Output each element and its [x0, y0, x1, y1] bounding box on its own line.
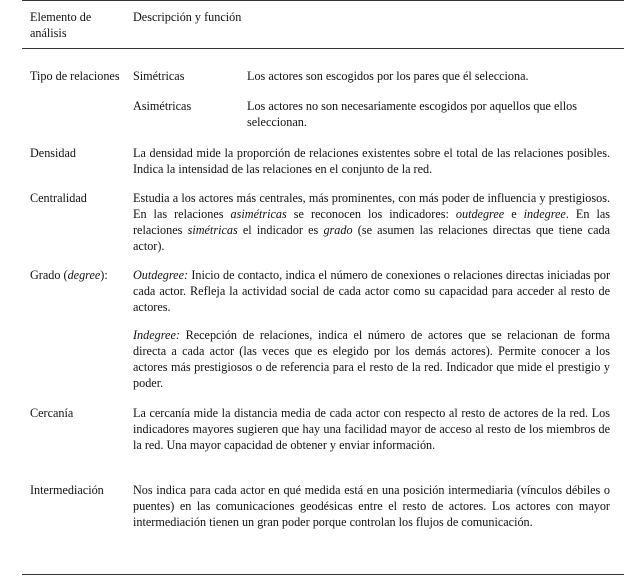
row-intermediacion-label: Intermediación	[30, 483, 104, 497]
row-densidad-label: Densidad	[30, 146, 77, 160]
bottom-rule	[22, 574, 624, 575]
centralidad-text-4: . En las relaciones	[133, 207, 610, 237]
centralidad-term-grado: grado	[323, 223, 353, 237]
grado-label-degree: degree	[67, 268, 101, 282]
row-grado-outdegree	[133, 267, 610, 315]
grado-label-a: Grado (	[30, 268, 68, 282]
row-centralidad-desc	[133, 190, 610, 254]
row-tipo-asimetricas-desc: Los actores no son necesariamente escogidos por aquellos que ellos seleccionan.	[247, 99, 577, 129]
outdegree-term: Outdegree:	[133, 268, 189, 282]
header-rule	[22, 48, 624, 49]
centralidad-text-2: se reconocen los indicadores:	[286, 207, 456, 221]
indegree-term: Indegree:	[133, 328, 180, 342]
header-col-element: Elemento de análisis	[30, 10, 92, 40]
row-cercania-label: Cercanía	[30, 406, 74, 420]
header-col-description: Descripción y función	[133, 10, 242, 24]
grado-label-b: ):	[100, 268, 108, 282]
row-grado-indegree	[133, 327, 610, 391]
row-tipo-simetricas-label: Simétricas	[133, 69, 185, 83]
centralidad-text-5: el indicador es	[237, 223, 324, 237]
indegree-desc: Recepción de relaciones, indica el número de actores que se relacionan de forma directa a cada actor (las veces que es elegido por los demás actores). Permite conocer a los actores más prestigiosos o de referencia para el resto de la red. Indicador que mide el prestigio y poder.	[133, 328, 610, 390]
row-intermediacion-desc: Nos indica para cada actor en qué medida está en una posición intermediaria (vínculos débiles o puentes) en las comunicaciones geodésicas entre el resto de actores. Los actores con mayor intermediación tienen un gran poder porque controlan los flujos de comunicación.	[133, 483, 610, 529]
centralidad-term-outdegree: outdegree	[455, 207, 505, 221]
outdegree-desc: Inicio de contacto, indica el número de conexiones o relaciones directas iniciadas por cada actor. Refleja la actividad social de cada actor como su capacidad para acceder al resto de actores.	[133, 268, 610, 314]
centralidad-term-asimetricas: asimétricas	[230, 207, 287, 221]
row-densidad-desc: La densidad mide la proporción de relaciones existentes sobre el total de las relaciones posibles. Indica la intensidad de las relaciones en el conjunto de la red.	[133, 146, 610, 176]
row-grado-label	[30, 267, 126, 283]
row-centralidad-label: Centralidad	[30, 191, 87, 205]
centralidad-text-6: (se asumen las relaciones directas que tiene cada actor).	[133, 223, 610, 253]
centralidad-term-indegree: indegree	[523, 207, 566, 221]
row-tipo-label: Tipo de relaciones	[30, 69, 120, 83]
centralidad-text-1: Estudia a los actores más centrales, más prominentes, con más poder de influencia y prestigiosos. En las relaciones	[133, 191, 610, 221]
centralidad-term-simetricas: simétricas	[187, 223, 238, 237]
row-tipo-asimetricas-label: Asimétricas	[133, 99, 192, 113]
row-tipo-simetricas-desc: Los actores son escogidos por los pares que él selecciona.	[247, 69, 529, 83]
centralidad-text-3: e	[504, 207, 524, 221]
row-cercania-desc: La cercanía mide la distancia media de cada actor con respecto al resto de actores de la red. Los indicadores mayores sugieren que hay una facilidad mayor de acceso al resto de los miembros de la red. Una mayor capacidad de obtener y enviar información.	[133, 406, 610, 452]
top-rule	[22, 0, 624, 1]
